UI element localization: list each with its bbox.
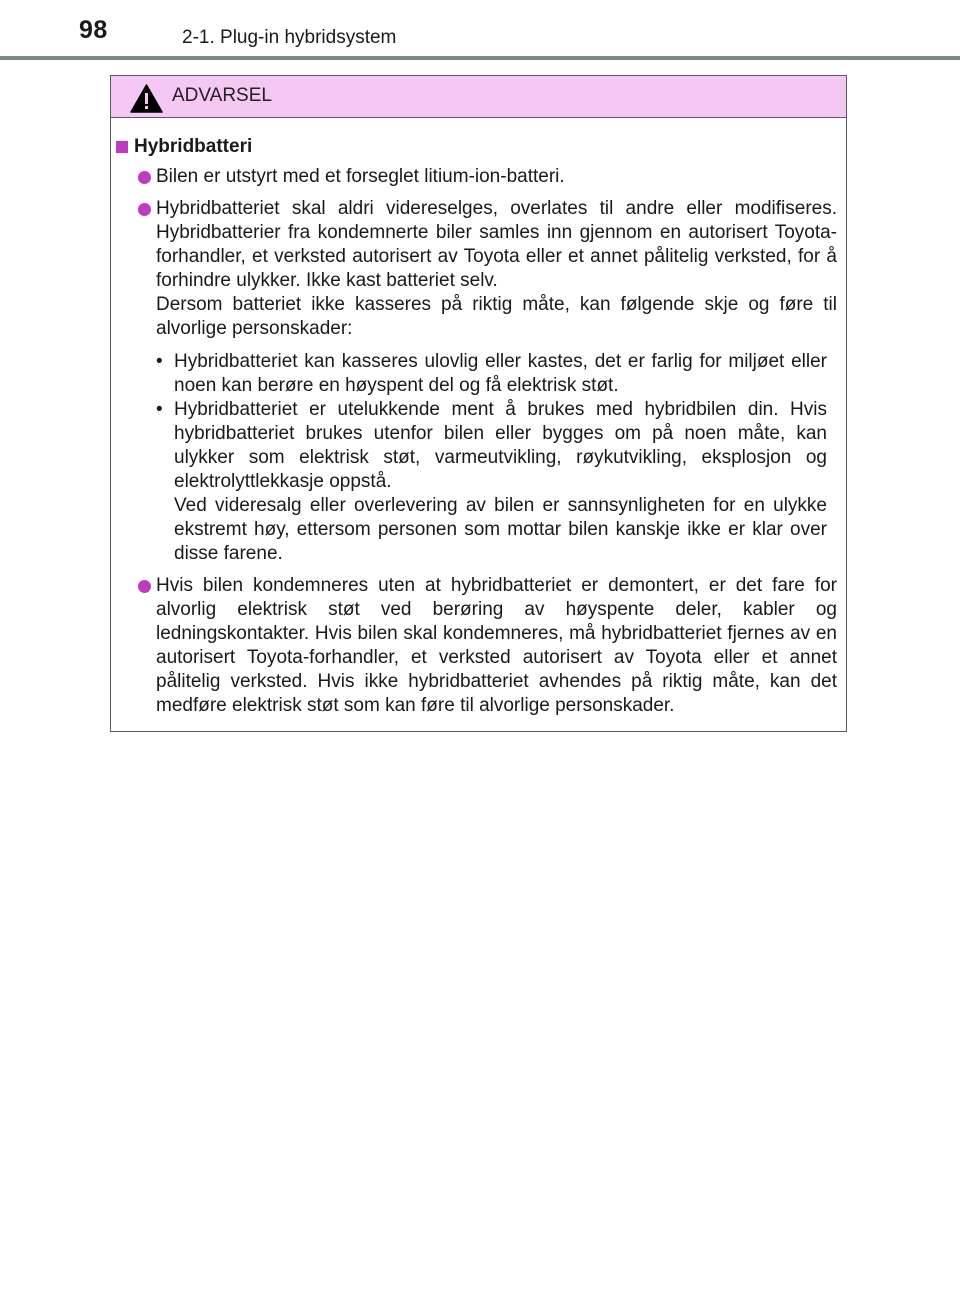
circle-bullet-icon bbox=[138, 203, 151, 216]
paragraph: Dersom batteriet ikke kasseres på riktig måte, kan følgende skje og føre til alvorlige personskader: bbox=[156, 294, 837, 339]
header-divider bbox=[0, 56, 960, 60]
paragraph: Hybridbatteriet er utelukkende ment å brukes med hybridbilen din. Hvis hybridbatteriet brukes utenfor bilen eller bygges om på noen måte, kan ulykker som elektrisk støt, varmeutvikling, røykutvikling, eksplosjon og elektrolyttlekkasje oppstå. bbox=[174, 399, 827, 492]
warning-body bbox=[111, 118, 846, 718]
warning-heading bbox=[116, 135, 837, 159]
paragraph: Bilen er utstyrt med et forseglet litium-ion-batteri. bbox=[156, 166, 565, 187]
warning-header bbox=[111, 76, 846, 118]
list-item bbox=[116, 165, 837, 189]
warning-label: ADVARSEL bbox=[172, 85, 272, 106]
paragraph: Hybridbatteriet kan kasseres ulovlig eller kastes, det er farlig for miljøet eller noen kan berøre en høyspent del og få elektrisk støt. bbox=[174, 351, 827, 396]
sub-list bbox=[156, 350, 837, 566]
list-item bbox=[116, 574, 837, 718]
small-bullet-icon: • bbox=[156, 351, 163, 372]
paragraph: Hvis bilen kondemneres uten at hybridbatteriet er demontert, er det fare for alvorlig elektrisk støt ved berøring av høyspente deler, kabler og ledningskontakter. Hvis bilen skal kondemneres, må hybridbatteriet fjernes av en autorisert Toyota-forhandler, et verksted autorisert av Toyota eller et annet pålitelig verksted. Hvis ikke hybridbatteriet avhendes på riktig måte, kan det medføre elektrisk støt som kan føre til alvorlige personskader. bbox=[156, 575, 837, 716]
warning-triangle-icon bbox=[130, 84, 163, 113]
sub-list-item bbox=[156, 398, 837, 566]
square-bullet-icon bbox=[116, 141, 128, 153]
section-title: 2-1. Plug-in hybridsystem bbox=[182, 27, 397, 48]
page-number: 98 bbox=[79, 16, 108, 44]
list-item bbox=[116, 197, 837, 566]
sub-list-item bbox=[156, 350, 837, 398]
circle-bullet-icon bbox=[138, 171, 151, 184]
paragraph: Ved videresalg eller overlevering av bilen er sannsynligheten for en ulykke ekstremt høy, ettersom personen som mottar bilen kanskje ikke er klar over disse farene. bbox=[174, 495, 827, 564]
small-bullet-icon: • bbox=[156, 399, 163, 420]
circle-bullet-icon bbox=[138, 580, 151, 593]
paragraph: Hybridbatteriet skal aldri videreselges, overlates til andre eller modifiseres. Hybridbatterier fra kondemnerte biler samles inn gjennom en autorisert Toyota-forhandler, et verksted autorisert av Toyota eller et annet pålitelig verksted, for å forhindre ulykker. Ikke kast batteriet selv. bbox=[156, 198, 837, 291]
warning-box bbox=[110, 75, 847, 732]
warning-heading-text: Hybridbatteri bbox=[134, 136, 253, 157]
